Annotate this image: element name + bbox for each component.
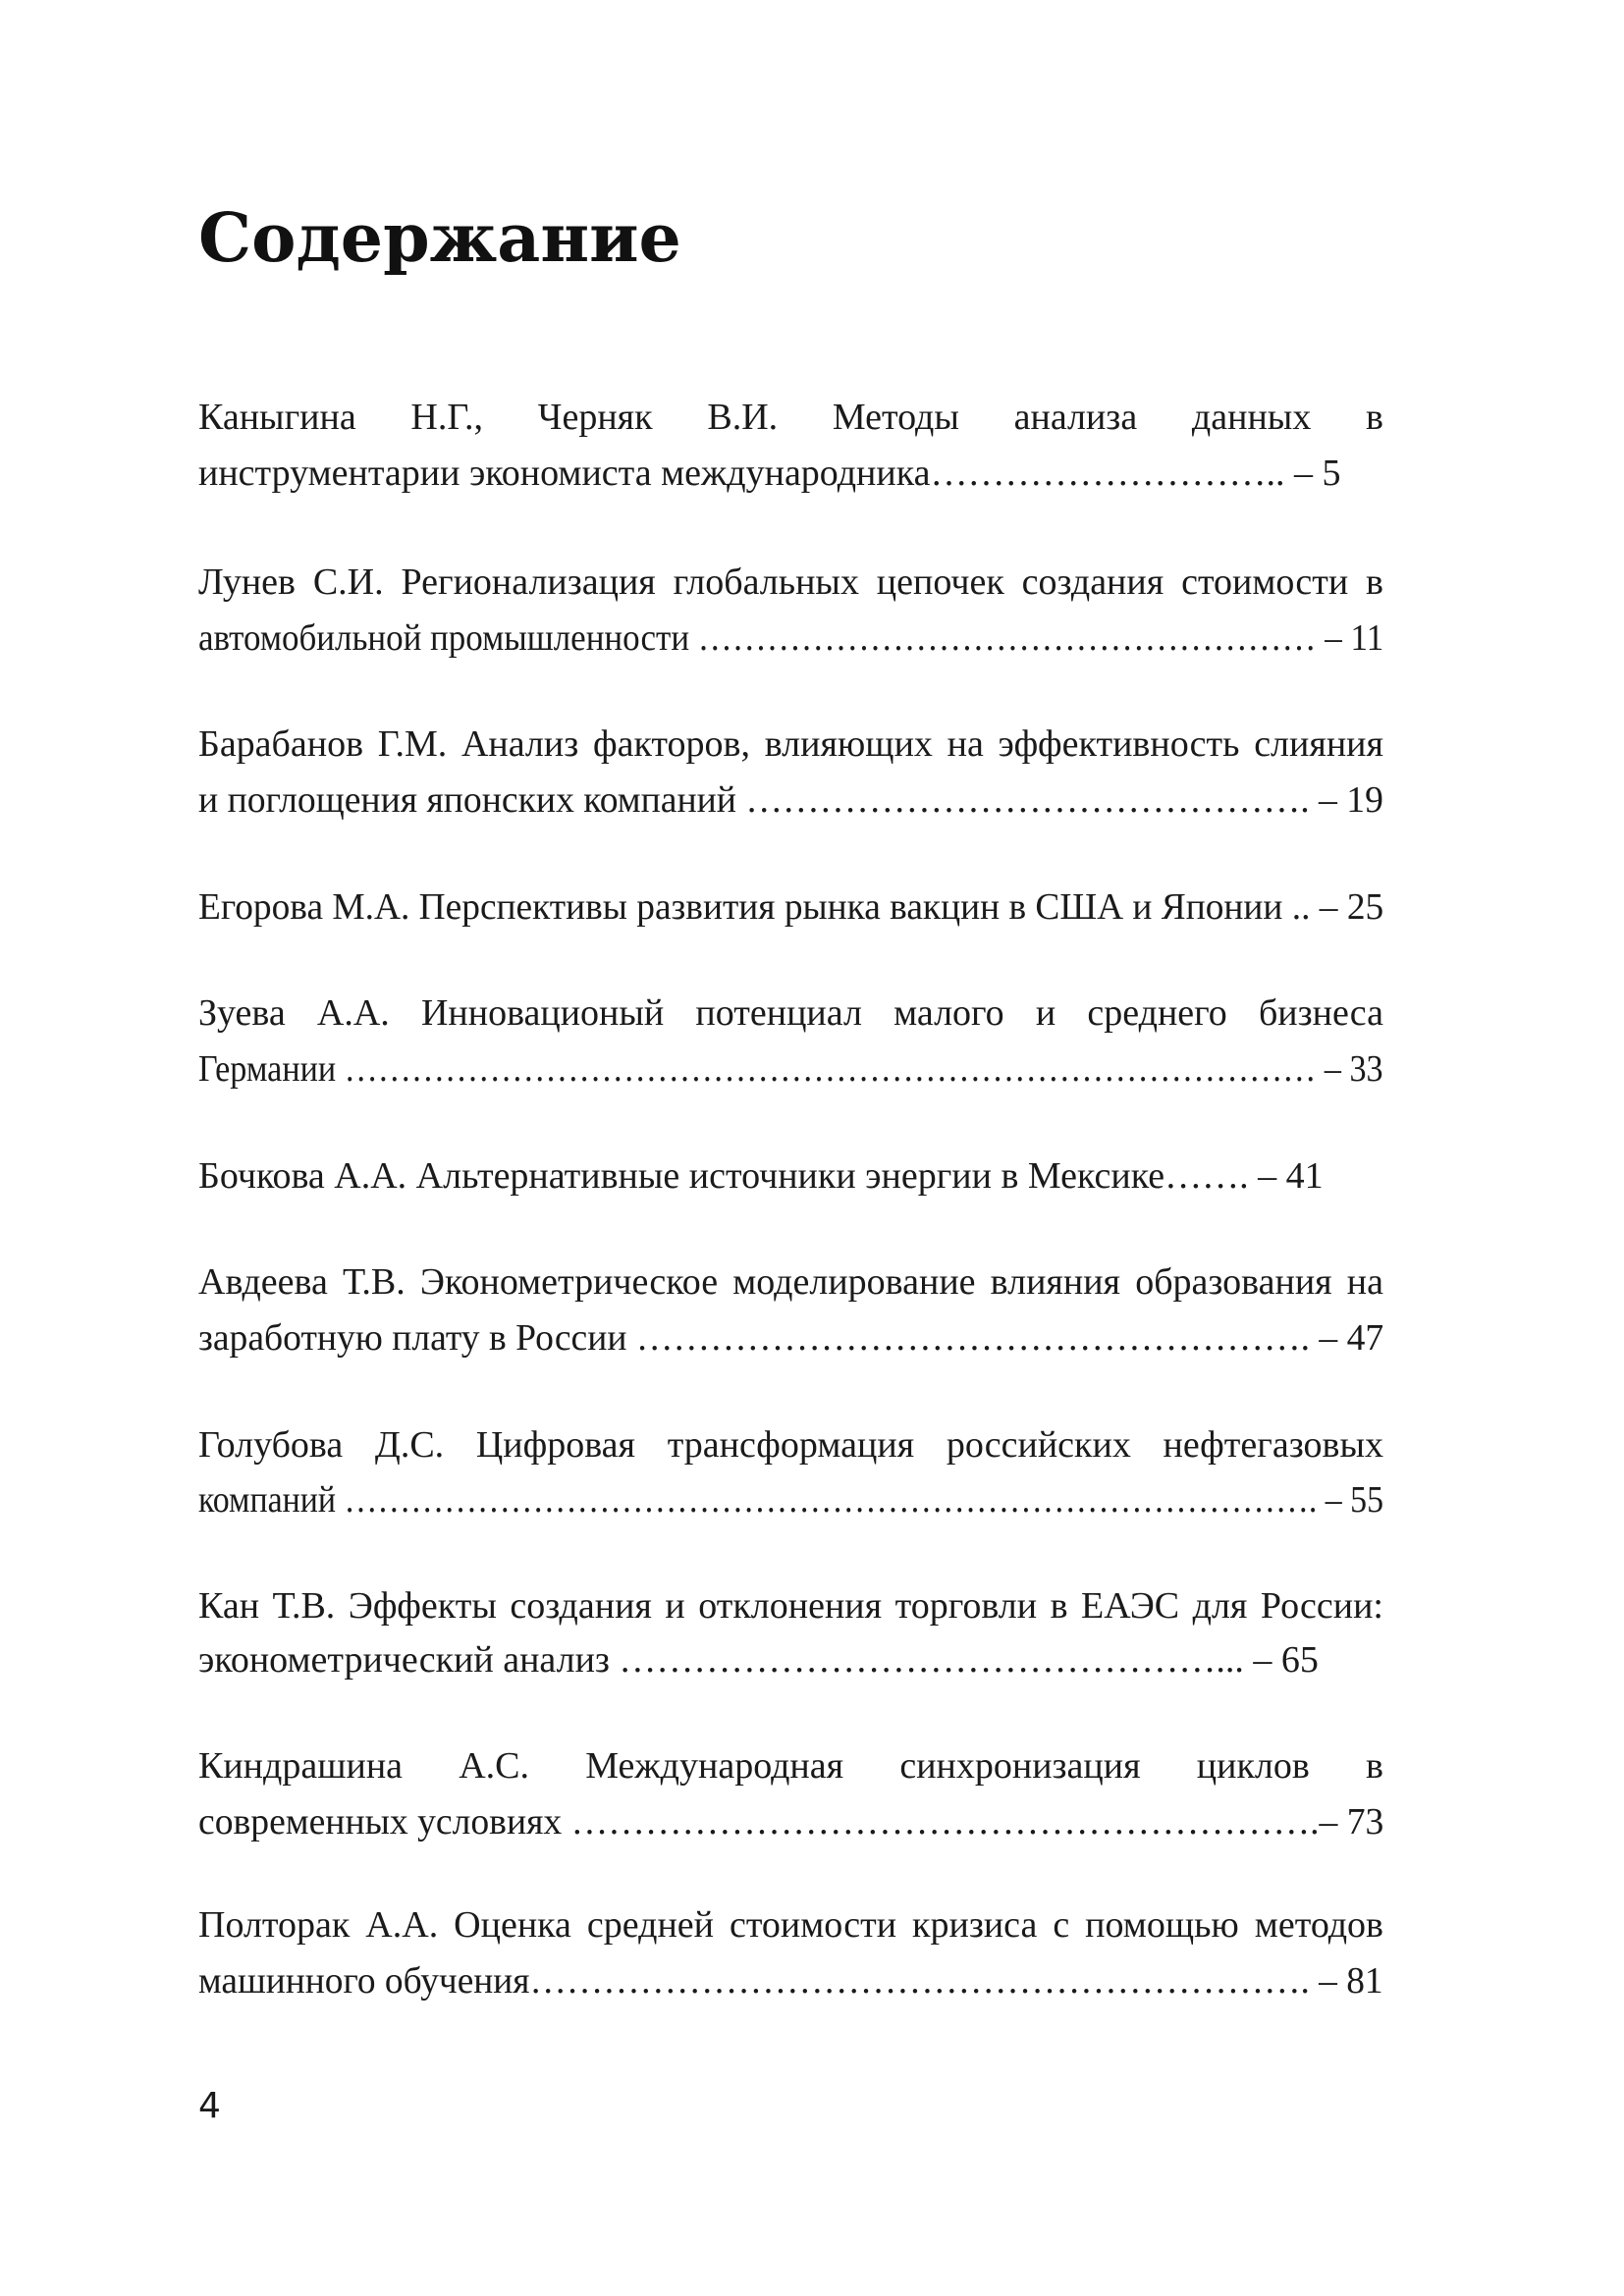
- toc-entry-text-line: эконометрический анализ …………………………………………... – 65: [198, 1639, 1319, 1681]
- toc-entry-text-line: Каныгина Н.Г., Черняк В.И. Методы анализа данных в: [198, 397, 1383, 438]
- toc-entry-text-line: машинного обучения………………………………………………………. – 81: [198, 1960, 1383, 2002]
- toc-entry-text-line: заработную плату в России ………………………………………………. – 47: [198, 1317, 1384, 1359]
- toc-entry-text-line: Германии …………………………………………………………………………… – 33: [198, 1048, 1383, 1090]
- toc-entry-text-line: автомобильной промышленности ……………………………………………… – 11: [198, 617, 1384, 659]
- toc-entry-text-line: инструментарии экономиста международника……………………….. – 5: [198, 453, 1341, 494]
- toc-entry-text-line: Киндрашина А.С. Международная синхронизация циклов в: [198, 1745, 1383, 1787]
- toc-entry-text-line: Авдеева Т.В. Эконометрическое моделирование влияния образования на: [198, 1261, 1383, 1303]
- toc-entry-text-line: Полторак А.А. Оценка средней стоимости кризиса с помощью методов: [198, 1904, 1383, 1946]
- toc-entry-text-line: современных условиях …………………………………………………….– 73: [198, 1801, 1384, 1842]
- toc-entry-text-line: Зуева А.А. Инновационый потенциал малого и среднего бизнеса: [198, 992, 1383, 1034]
- toc-entry-text-line: Бочкова А.А. Альтернативные источники энергии в Мексике……. – 41: [198, 1155, 1324, 1197]
- toc-entry-text-line: Барабанов Г.М. Анализ факторов, влияющих на эффективность слияния: [198, 723, 1383, 765]
- toc-entry-text-line: Кан Т.В. Эффекты создания и отклонения торговли в ЕАЭС для России:: [198, 1585, 1383, 1627]
- toc-entry-text-line: Голубова Д.С. Цифровая трансформация российских нефтегазовых: [198, 1424, 1383, 1466]
- page-number: 4: [198, 2086, 221, 2126]
- toc-entry-text-line: Егорова М.А. Перспективы развития рынка вакцин в США и Японии .. – 25: [198, 886, 1384, 928]
- page-title: Содержание: [198, 199, 681, 278]
- toc-entry-text-line: и поглощения японских компаний ………………………………………. – 19: [198, 779, 1383, 821]
- toc-entry-text-line: компаний ……………………………………………………………………………. – 55: [198, 1479, 1384, 1521]
- toc-entry-text-line: Лунев С.И. Регионализация глобальных цепочек создания стоимости в: [198, 561, 1383, 603]
